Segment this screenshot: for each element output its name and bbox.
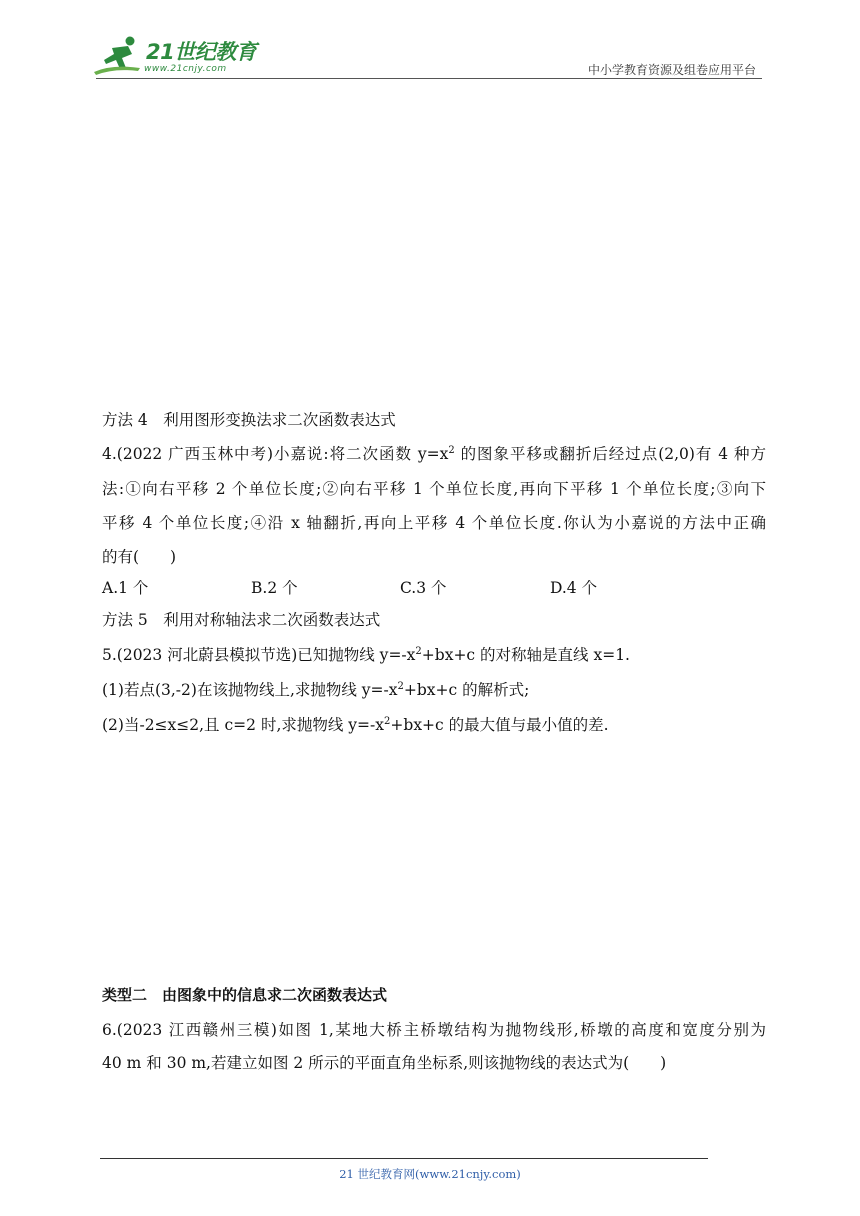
option-a: A.1 个 <box>102 579 149 597</box>
q4-line-2: 法:①向右平移 2 个单位长度;②向右平移 1 个单位长度,再向下平移 1 个单位长度;③向下 <box>102 480 766 498</box>
type2-heading: 类型二 由图象中的信息求二次函数表达式 <box>102 986 388 1004</box>
q4-line-1: 4.(2022 广西玉林中考)小嘉说:将二次函数 $y=x^2$ 的图象平移或翻折后经过点(2,0)有 4 种方 <box>102 444 766 463</box>
method5-title: 方法 5 利用对称轴法求二次函数表达式 <box>102 611 381 629</box>
method4-title: 方法 4 利用图形变换法求二次函数表达式 <box>102 411 396 429</box>
q5-part-1: (1)若点(3,-2)在该抛物线上,求抛物线 $y=-x^2+bx+c$ 的解析式; <box>102 680 530 699</box>
footer-divider <box>100 1158 708 1159</box>
q4-line-3: 平移 4 个单位长度;④沿 x 轴翻折,再向上平移 4 个单位长度.你认为小嘉说的方法中正确 <box>102 514 766 532</box>
option-d: D.4 个 <box>550 579 598 597</box>
q6-line-1: 6.(2023 江西赣州三模)如图 1,某地大桥主桥墩结构为抛物线形,桥墩的高度和宽度分别为 <box>102 1021 766 1039</box>
header-divider <box>96 78 762 79</box>
platform-tagline: 中小学教育资源及组卷应用平台 <box>587 63 756 77</box>
runner-icon <box>92 34 146 78</box>
q4-options <box>102 578 766 598</box>
q6-line-2: 40 m 和 30 m,若建立如图 2 所示的平面直角坐标系,则该抛物线的表达式为( ) <box>102 1054 667 1072</box>
footer-link[interactable]: 21 世纪教育网(www.21cnjy.com) <box>339 1167 521 1181</box>
page-header <box>0 0 860 80</box>
logo-text: 21世纪教育 <box>146 40 257 64</box>
q4-line-4: 的有( ) <box>102 548 177 566</box>
logo-url: www.21cnjy.com <box>144 64 227 74</box>
q5-part-2: (2)当-2≤x≤2,且 c=2 时,求抛物线 $y=-x^2+bx+c$ 的最大值与最小值的差. <box>102 715 609 734</box>
q5-stem: 5.(2023 河北蔚县模拟节选)已知抛物线 $y=-x^2+bx+c$ 的对称轴是直线 x=1. <box>102 645 630 664</box>
option-b: B.2 个 <box>251 579 298 597</box>
site-logo <box>92 34 262 78</box>
option-c: C.3 个 <box>400 579 447 597</box>
